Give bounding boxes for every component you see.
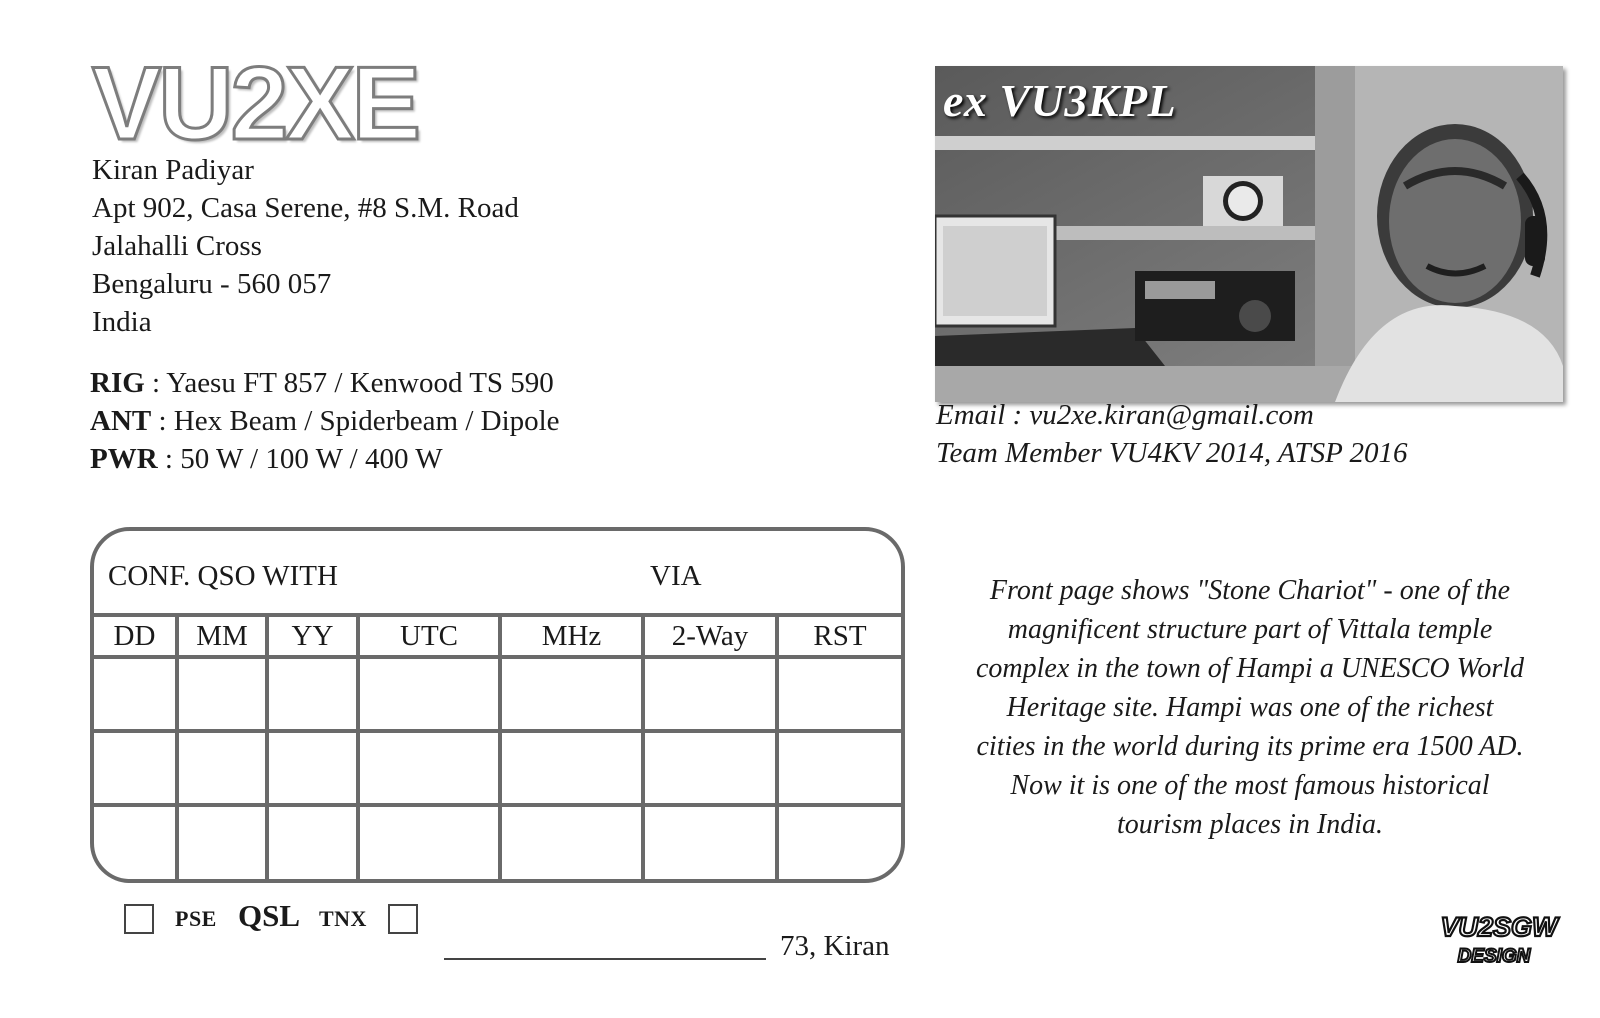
col-header-rst: RST [813, 620, 867, 652]
tnx-checkbox[interactable] [388, 904, 418, 934]
ant-value: : Hex Beam / Spiderbeam / Dipole [151, 405, 560, 437]
description-line: magnificent structure part of Vittala temple [1007, 614, 1493, 645]
address-line-1: Apt 902, Casa Serene, #8 S.M. Road [92, 192, 519, 224]
pwr-spec [90, 440, 443, 478]
table-col-divider [356, 615, 360, 881]
col-header-2way: 2-Way [671, 620, 749, 652]
team-line: Team Member VU4KV 2014, ATSP 2016 [936, 437, 1408, 469]
col-header-dd: DD [113, 620, 156, 652]
table-col-divider [498, 615, 502, 881]
front-page-description [950, 571, 1550, 844]
col-header-mhz: MHz [541, 620, 602, 652]
description-line: Front page shows "Stone Chariot" - one of the [989, 575, 1511, 606]
col-header-yy: YY [291, 620, 334, 652]
rig-spec [90, 364, 554, 402]
address-name: Kiran Padiyar [92, 154, 254, 186]
table-col-divider [265, 615, 269, 881]
ant-spec [90, 402, 560, 440]
tnx-label: TNX [319, 906, 367, 931]
via-label: VIA [650, 560, 702, 592]
designer-logo-line1: VU2SGW [1440, 912, 1558, 942]
col-header-utc: UTC [400, 620, 458, 652]
pse-label: PSE [175, 906, 217, 931]
description-line: cities in the world during its prime era 1500 AD. [976, 731, 1524, 762]
callsign-title: VU2XE [92, 46, 419, 162]
address-city: Bengaluru - 560 057 [92, 268, 332, 300]
description-line: complex in the town of Hampi a UNESCO World [975, 653, 1525, 684]
designer-logo-line2: DESIGN [1457, 946, 1531, 967]
email-line: Email : vu2xe.kiran@gmail.com [936, 399, 1314, 431]
photo-caption: ex VU3KPL [943, 75, 1177, 126]
rig-label: RIG [90, 367, 145, 399]
signature-line [444, 958, 766, 960]
table-col-divider [175, 615, 179, 881]
rig-value: : Yaesu FT 857 / Kenwood TS 590 [144, 367, 554, 399]
description-line: tourism places in India. [1117, 809, 1383, 840]
pwr-label: PWR [90, 443, 158, 475]
ant-label: ANT [90, 405, 152, 437]
table-col-divider [775, 615, 779, 881]
address-country: India [92, 306, 152, 338]
address-line-2: Jalahalli Cross [92, 230, 262, 262]
table-col-divider [641, 615, 645, 881]
col-header-mm: MM [196, 620, 248, 652]
qsl-label: QSL [238, 898, 301, 933]
signoff-text: 73, Kiran [780, 930, 890, 962]
description-line: Now it is one of the most famous historical [1010, 770, 1490, 801]
description-line: Heritage site. Hampi was one of the richest [1006, 692, 1494, 723]
conf-qso-label: CONF. QSO WITH [108, 560, 338, 592]
pwr-value: : 50 W / 100 W / 400 W [157, 443, 443, 475]
designer-logo [1434, 906, 1564, 970]
pse-checkbox[interactable] [124, 904, 154, 934]
